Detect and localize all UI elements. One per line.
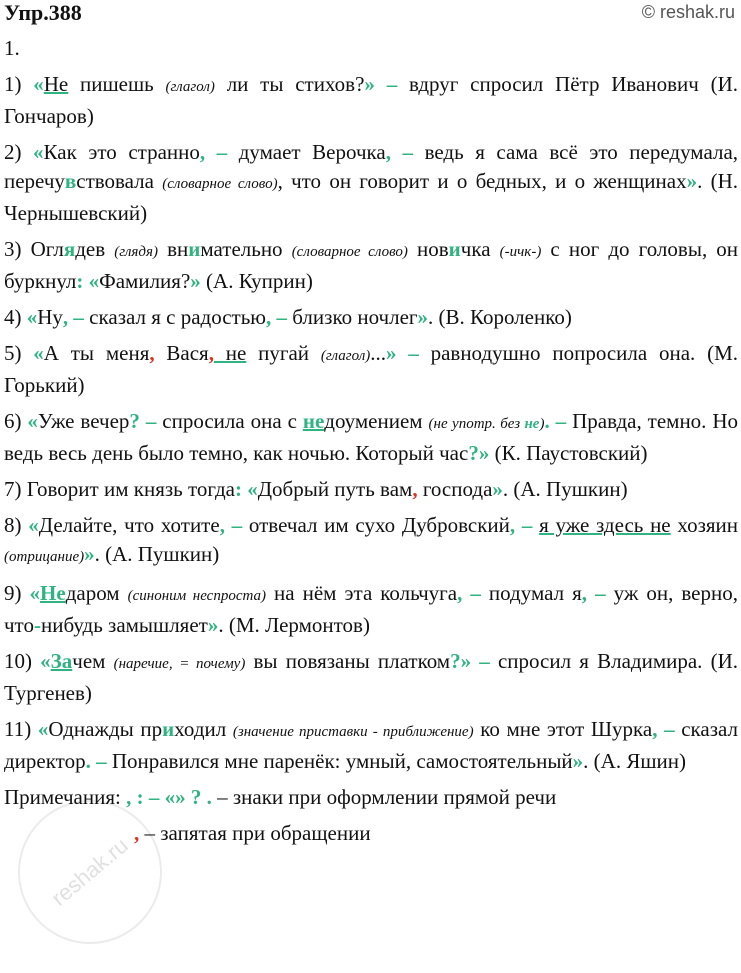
text-segment: ,	[581, 581, 588, 605]
sentence-2	[4, 138, 738, 228]
text-segment: мательно	[200, 237, 292, 261]
text-segment: . (А. Яшин)	[583, 749, 686, 773]
text-segment: , что он говорит и о бедных, и о женщинах	[277, 169, 687, 193]
text-segment: -	[33, 613, 41, 637]
text-segment: 10)	[4, 649, 41, 673]
text-segment: ,	[266, 305, 272, 329]
text-segment: (словарное слово)	[291, 244, 408, 260]
text-segment: (-ичк-)	[499, 244, 542, 260]
text-segment: –	[224, 513, 249, 537]
text-segment: и	[162, 717, 175, 741]
text-segment: ,	[457, 581, 463, 605]
text-segment: 5)	[4, 341, 34, 365]
text-segment: »	[84, 542, 95, 566]
text-segment: 6)	[4, 409, 28, 433]
text-segment: спросила она с	[162, 409, 303, 433]
text-segment: с ног до головы, он буркнул	[4, 237, 739, 293]
text-segment: доумением	[324, 409, 429, 433]
text-segment: –	[549, 409, 573, 433]
text-segment: ,	[199, 140, 206, 164]
text-segment: ствовала	[76, 169, 163, 193]
text-segment: не	[302, 409, 325, 433]
text-segment: 11)	[4, 717, 38, 741]
text-segment: :	[234, 477, 242, 501]
notes-comma-text: – запятая при обращении	[139, 821, 371, 845]
text-segment: Делайте, что хотите	[38, 513, 220, 537]
sentence-4	[4, 303, 738, 332]
text-segment: ходил	[174, 717, 233, 741]
text-segment: вн	[157, 237, 189, 261]
text-segment: . (Н. Чернышевский)	[4, 169, 739, 225]
text-segment: »	[207, 613, 219, 637]
text-segment: «	[33, 140, 44, 164]
text-segment: 3) Огл	[4, 237, 64, 261]
exercise-title: Упр.388	[4, 0, 82, 25]
text-segment: отвечал им сухо Дубровский	[248, 513, 510, 537]
text-segment: подумал я	[488, 581, 582, 605]
text-segment: «	[28, 513, 39, 537]
text-segment: .	[544, 409, 550, 433]
text-segment: –	[471, 649, 498, 673]
text-segment: А ты меня	[43, 341, 150, 365]
text-segment: ,	[385, 140, 391, 164]
text-segment: 1)	[4, 72, 34, 96]
text-segment: 4)	[4, 305, 27, 329]
text-segment: –	[390, 140, 425, 164]
text-segment: »	[190, 269, 201, 293]
text-segment: Добрый путь вам	[257, 477, 413, 501]
text-segment: не	[213, 341, 247, 365]
text-segment: Как это странно	[43, 140, 200, 164]
text-segment: ,	[149, 341, 155, 365]
text-segment: «	[27, 409, 38, 433]
text-segment: Не	[43, 72, 69, 96]
text-segment: –	[90, 749, 112, 773]
text-segment: дев	[75, 237, 115, 261]
text-segment: ?	[129, 409, 140, 433]
sentence-7	[4, 475, 738, 504]
text-segment: (синоним неспроста)	[127, 588, 266, 604]
text-segment: ?»	[468, 441, 490, 465]
text-segment: (К. Паустовский)	[489, 441, 648, 465]
notes-label: Примечания:	[4, 785, 127, 809]
text-segment: и	[188, 237, 201, 261]
text-segment: .	[85, 749, 91, 773]
notes-signs-text: – знаки при оформлении прямой речи	[211, 785, 557, 809]
notes-signs	[4, 783, 738, 812]
text-segment: (наречие, = почему)	[113, 656, 246, 672]
text-segment: –	[657, 717, 682, 741]
text-segment: вдруг спросил Пётр Иванович (И. Гончаров)	[4, 72, 738, 128]
text-segment: хозяин	[670, 513, 738, 537]
text-segment: и	[448, 237, 461, 261]
text-segment: . (В. Короленко)	[428, 305, 572, 329]
text-segment: –	[587, 581, 614, 605]
text-segment: сказал директор	[4, 717, 738, 773]
text-segment: »	[385, 341, 397, 365]
text-segment: ли ты стихов?	[214, 72, 365, 96]
text-segment: :	[76, 269, 84, 293]
text-segment: –	[462, 581, 489, 605]
text-segment: Вася	[154, 341, 209, 365]
text-segment: . (А. Пушкин)	[502, 477, 628, 501]
text-segment: (глядя)	[114, 244, 158, 260]
text-segment: »	[492, 477, 503, 501]
text-segment: Правда, темно. Но ведь весь день было темно, как ночью. Который час	[4, 409, 739, 465]
text-segment: пугай	[246, 341, 321, 365]
text-segment: ,	[652, 717, 658, 741]
text-segment: «	[26, 305, 38, 329]
text-segment: –	[68, 305, 90, 329]
text-segment: –	[271, 305, 293, 329]
text-segment: (глагол)	[320, 348, 371, 364]
text-segment: –	[205, 140, 239, 164]
text-segment: (значение приставки - приближение)	[232, 724, 474, 740]
text-segment: (А. Куприн)	[200, 269, 313, 293]
sentence-10	[4, 647, 738, 708]
text-segment: (не употр. без	[428, 416, 525, 432]
text-segment: –	[139, 409, 163, 433]
text-segment: »	[572, 749, 584, 773]
notes-comma	[4, 819, 738, 848]
text-segment: чем	[72, 649, 114, 673]
text-segment: 2)	[4, 140, 34, 164]
text-segment: нибудь замышляет	[40, 613, 208, 637]
watermark-stamp: reshak.ru	[0, 771, 191, 973]
text-segment: 9)	[4, 581, 30, 605]
text-segment: Понравился мне паренёк: умный, самостоятельный	[111, 749, 573, 773]
text-segment: не	[524, 416, 540, 432]
site-brand: © reshak.ru	[641, 2, 735, 22]
text-segment: . (М. Лермонтов)	[218, 613, 370, 637]
sentence-9	[4, 579, 738, 640]
text-segment: За	[50, 649, 73, 673]
notes-signs-marks: , : – «» ? .	[126, 785, 212, 809]
text-segment: )	[539, 416, 545, 432]
text-segment: »	[364, 72, 375, 96]
text-segment: пишешь	[68, 72, 166, 96]
text-segment: «	[37, 717, 49, 741]
text-segment: ведь я сама всё это передумала, перечу	[4, 140, 739, 193]
text-segment: ,	[219, 513, 225, 537]
text-segment: спросил я Владимира. (И. Тургенев)	[4, 649, 738, 705]
text-segment: Однажды пр	[48, 717, 163, 741]
sentence-11	[4, 715, 738, 776]
text-segment: –	[515, 513, 540, 537]
text-segment: «	[40, 649, 51, 673]
text-segment: 7) Говорит им князь тогда	[4, 477, 235, 501]
text-segment: . (А. Пушкин)	[94, 542, 220, 566]
text-segment: я уже здесь не	[539, 513, 671, 537]
text-segment: –	[374, 72, 409, 96]
sentence-6	[4, 407, 738, 468]
notes-comma-mark: ,	[134, 821, 140, 845]
text-segment: 8)	[4, 513, 29, 537]
text-segment: «	[33, 72, 44, 96]
text-segment: я	[63, 237, 76, 261]
text-segment: Уже вечер	[37, 409, 130, 433]
text-segment: (словарное слово)	[162, 176, 278, 192]
text-segment: Фамилия?	[99, 269, 191, 293]
text-segment: даром	[65, 581, 128, 605]
text-segment: ,	[509, 513, 516, 537]
text-segment: вы повязаны платком	[245, 649, 451, 673]
text-segment: «	[33, 341, 44, 365]
text-segment: чка	[460, 237, 500, 261]
text-segment: –	[396, 341, 431, 365]
text-segment: ...	[370, 341, 386, 365]
text-segment: Ну	[37, 305, 63, 329]
text-segment: равнодушно попросила она. (М. Горький)	[4, 341, 739, 397]
exercise-content	[4, 34, 738, 855]
text-segment: »	[686, 169, 698, 193]
text-segment: близко ночлег	[292, 305, 418, 329]
section-number: 1.	[4, 36, 20, 60]
text-segment: (глагол)	[165, 79, 215, 95]
page-header	[4, 0, 737, 26]
sentence-5	[4, 339, 738, 400]
text-segment: Не	[40, 581, 66, 605]
text-segment: нов	[407, 237, 449, 261]
text-segment: господа	[417, 477, 493, 501]
text-segment: ,	[208, 341, 214, 365]
sentence-1	[4, 70, 738, 131]
text-segment: »	[417, 305, 428, 329]
text-segment: в	[64, 169, 77, 193]
text-segment: «	[88, 269, 100, 293]
text-segment: ,	[62, 305, 69, 329]
text-segment: «	[247, 477, 258, 501]
text-segment: ко мне этот Шурка	[473, 717, 653, 741]
sentence-8	[4, 511, 738, 572]
text-segment: сказал я с радостью	[89, 305, 267, 329]
text-segment: на нём эта кольчуга	[266, 581, 458, 605]
text-segment: уж он, верно, что	[4, 581, 738, 637]
text-segment: «	[29, 581, 41, 605]
sentence-3	[4, 235, 738, 296]
text-segment: ,	[412, 477, 418, 501]
text-segment: думает Верочка	[238, 140, 386, 164]
text-segment: (отрицание)	[4, 549, 85, 565]
text-segment: ?»	[450, 649, 472, 673]
